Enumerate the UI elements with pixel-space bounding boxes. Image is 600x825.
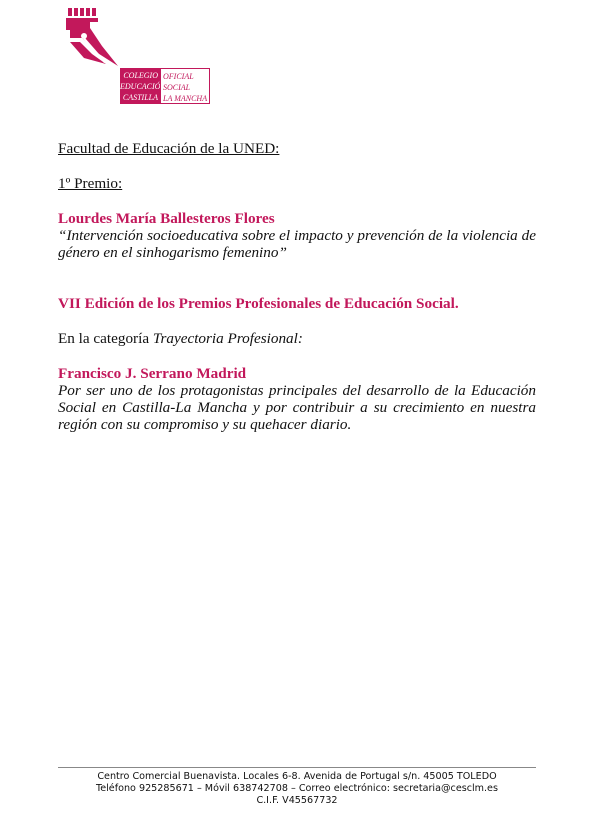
logo-text: COLEGIO	[123, 71, 158, 80]
footer	[58, 771, 536, 807]
honoree-description: Por ser uno de los protagonistas principales del desarrollo de la Educación Social en Castilla-La Mancha y por contribuir a su crecimiento en nuestra región con su compromiso y su quehacer diario.	[58, 382, 536, 433]
honoree-name: Francisco J. Serrano Madrid	[58, 365, 247, 382]
logo-text: OFICIAL	[163, 72, 194, 81]
category-name: Trayectoria Profesional:	[152, 330, 303, 347]
prize-heading: 1º Premio:	[58, 175, 123, 192]
footer-cif: C.I.F. V45567732	[256, 795, 338, 806]
footer-address: Centro Comercial Buenavista. Locales 6-8. Avenida de Portugal s/n. 45005 TOLEDO	[97, 771, 497, 782]
category-line	[58, 330, 536, 347]
logo-text: EDUCACIÓN	[120, 82, 166, 91]
faculty-heading: Facultad de Educación de la UNED:	[58, 140, 280, 157]
footer-contact: Teléfono 925285671 – Móvil 638742708 – Correo electrónico: secretaria@cesclm.es	[96, 783, 498, 794]
logo-left-block	[120, 68, 166, 104]
winner-name: Lourdes María Ballesteros Flores	[58, 210, 275, 227]
logo-text: SOCIAL	[163, 83, 191, 92]
pen-nib-icon	[62, 8, 122, 68]
logo-right-block	[160, 68, 210, 104]
document-body	[58, 140, 536, 433]
logo-text: CASTILLA	[122, 93, 158, 102]
edition-heading: VII Edición de los Premios Profesionales de Educación Social.	[58, 295, 459, 312]
category-prefix: En la categoría	[58, 330, 153, 347]
college-logo	[62, 8, 212, 103]
footer-divider	[58, 767, 536, 768]
logo-text: LA MANCHA	[163, 94, 208, 103]
logo-wordmark	[120, 68, 210, 104]
winner-work-title: “Intervención socioeducativa sobre el impacto y prevención de la violencia de género en el sinhogarismo femenino”	[58, 227, 536, 261]
